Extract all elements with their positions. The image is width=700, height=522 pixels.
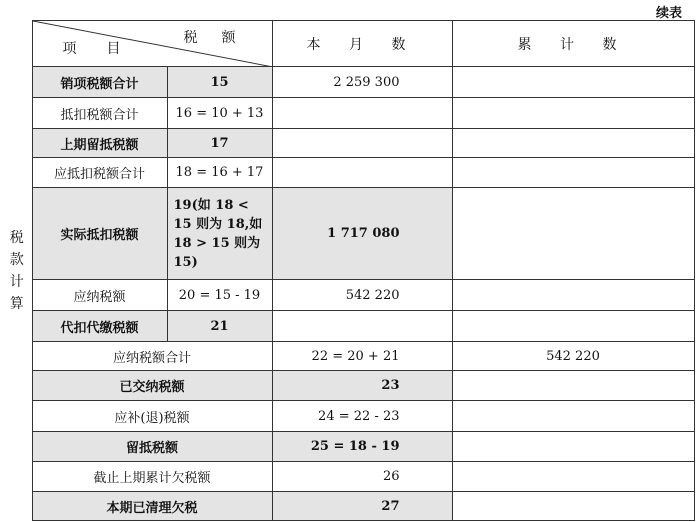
item-cell: 应纳税额 <box>32 280 167 311</box>
header-item: 项目 <box>62 41 151 57</box>
line-cell: 26 <box>272 462 452 492</box>
cumulative-cell <box>452 98 694 129</box>
cumulative-cell <box>452 280 694 311</box>
line-cell: 27 <box>272 492 452 521</box>
continued-label: 续表 <box>655 6 682 21</box>
item-cell: 本期已清理欠税 <box>32 492 272 521</box>
table-row <box>2 492 694 521</box>
line-cell: 15 <box>167 67 272 98</box>
item-cell: 抵扣税额合计 <box>32 98 167 129</box>
cumulative-cell <box>452 432 694 462</box>
table-row <box>2 311 694 342</box>
line-cell: 19(如 18 < 15 则为 18,如 18 > 15 则为 15) <box>167 188 272 280</box>
header-diagonal-cell <box>32 21 272 67</box>
month-cell <box>272 98 452 129</box>
item-cell: 已交纳税额 <box>32 371 272 401</box>
month-cell <box>272 311 452 342</box>
cumulative-cell <box>452 371 694 401</box>
header-cumulative: 累 计 数 <box>452 21 694 67</box>
cumulative-cell <box>452 129 694 158</box>
cumulative-cell: 542 220 <box>452 342 694 371</box>
tax-calculation-table <box>2 20 695 521</box>
line-cell: 22 = 20 + 21 <box>272 342 452 371</box>
month-cell: 1 717 080 <box>272 188 452 280</box>
item-cell: 留抵税额 <box>32 432 272 462</box>
table-row <box>2 342 694 371</box>
table-row <box>2 401 694 432</box>
cumulative-cell <box>452 401 694 432</box>
cumulative-cell <box>452 158 694 188</box>
month-cell <box>272 158 452 188</box>
item-cell: 代扣代缴税额 <box>32 311 167 342</box>
header-tax-amount: 税额 <box>183 30 260 46</box>
line-cell: 21 <box>167 311 272 342</box>
table-row <box>2 98 694 129</box>
month-cell: 2 259 300 <box>272 67 452 98</box>
line-cell: 16 = 10 + 13 <box>167 98 272 129</box>
item-cell: 应补(退)税额 <box>32 401 272 432</box>
line-cell: 23 <box>272 371 452 401</box>
line-cell: 18 = 16 + 17 <box>167 158 272 188</box>
line-cell: 17 <box>167 129 272 158</box>
item-cell: 实际抵扣税额 <box>32 188 167 280</box>
line-cell: 25 = 18 - 19 <box>272 432 452 462</box>
month-cell: 542 220 <box>272 280 452 311</box>
side-label: 税款计算 <box>9 229 24 312</box>
table-row <box>2 280 694 311</box>
table-row <box>2 371 694 401</box>
table-row <box>2 432 694 462</box>
cumulative-cell <box>452 311 694 342</box>
item-cell: 上期留抵税额 <box>32 129 167 158</box>
line-cell: 20 = 15 - 19 <box>167 280 272 311</box>
table-row <box>2 158 694 188</box>
table-row <box>2 462 694 492</box>
table-row <box>2 67 694 98</box>
cumulative-cell <box>452 188 694 280</box>
header-this-month: 本 月 数 <box>272 21 452 67</box>
item-cell: 应抵扣税额合计 <box>32 158 167 188</box>
cumulative-cell <box>452 462 694 492</box>
item-cell: 截止上期累计欠税额 <box>32 462 272 492</box>
month-cell <box>272 129 452 158</box>
line-cell: 24 = 22 - 23 <box>272 401 452 432</box>
table-row <box>2 188 694 280</box>
cumulative-cell <box>452 492 694 521</box>
item-cell: 销项税额合计 <box>32 67 167 98</box>
cumulative-cell <box>452 67 694 98</box>
item-cell: 应纳税额合计 <box>32 342 272 371</box>
table-row <box>2 129 694 158</box>
